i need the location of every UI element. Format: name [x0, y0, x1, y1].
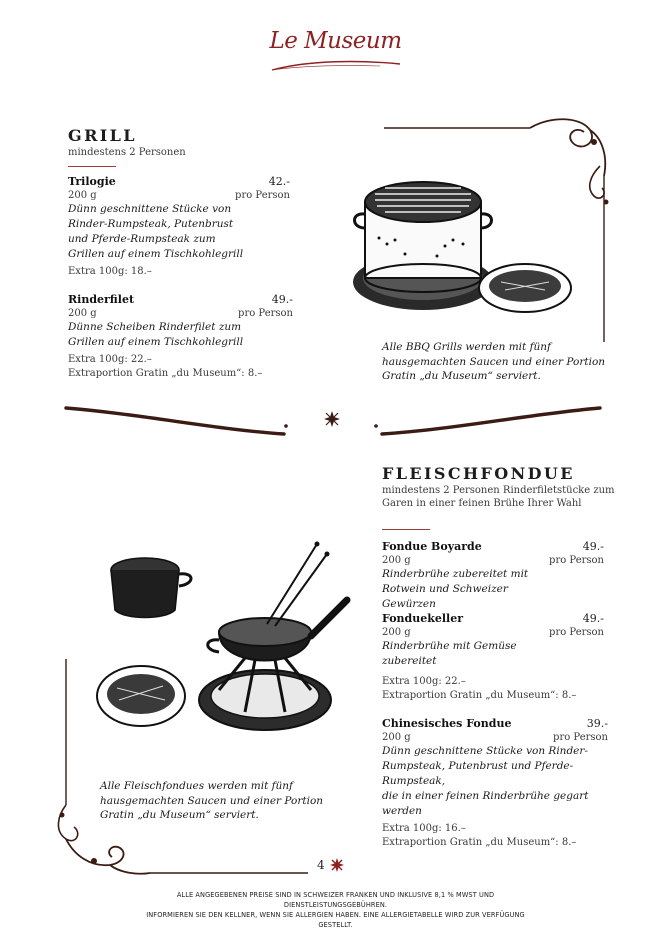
grill-caption	[382, 340, 605, 384]
dish-desc-line: Dünn geschnittene Stücke von	[68, 203, 232, 215]
caption-line: Alle BBQ Grills werden mit fünf	[382, 341, 551, 353]
dish-desc-line: Gewürzen	[382, 598, 436, 610]
dish-desc-line: Rumpsteak, Putenbrust und Pferde-Rumpsteak,	[382, 760, 574, 787]
dish-name: Trilogie	[68, 175, 116, 188]
dish-name: Chinesisches Fondue	[382, 717, 512, 730]
caption-line: Alle Fleischfondues werden mit fünf	[100, 780, 293, 792]
dish-name: Rinderfilet	[68, 293, 135, 306]
dish-unit: pro Person	[238, 307, 293, 319]
dish-extra: Extra 100g: 16.–	[382, 823, 466, 834]
brand-logo	[0, 28, 671, 54]
menu-item-fonduekeller	[382, 612, 604, 702]
ornament-corner-bottom-icon	[50, 655, 310, 885]
menu-item-rinderfilet	[68, 293, 293, 380]
dish-extra: Extraportion Gratin „du Museum“: 8.–	[382, 836, 577, 848]
subtitle-line: mindestens 2 Personen Rinderfiletstücke zum	[382, 485, 615, 496]
footer-line: ALLE ANGEGEBENEN PREISE SIND IN SCHWEIZER FRANKEN UND INKLUSIVE 8,1 % MWST UND	[176, 891, 495, 899]
caption-line: Gratin „du Museum“ serviert.	[382, 370, 541, 382]
section-divider	[60, 400, 610, 440]
dish-extra: Extra 100g: 22.–	[382, 676, 466, 687]
dish-extra: Extraportion Gratin „du Museum“: 8.–	[68, 367, 263, 379]
caption-line: hausgemachten Saucen und einer Portion	[100, 794, 324, 807]
caption-line: hausgemachten Saucen und einer Portion	[382, 355, 606, 368]
grill-rule	[68, 166, 116, 167]
dish-weight: 200 g	[68, 189, 97, 201]
dish-desc-line: und Pferde-Rumpsteak zum	[68, 233, 216, 245]
dish-price: 49.-	[582, 612, 604, 625]
dish-unit: pro Person	[549, 554, 604, 566]
dish-desc-line: Rinderbrühe mit Gemüse	[382, 640, 517, 652]
dish-unit: pro Person	[549, 626, 604, 638]
dish-weight: 200 g	[382, 626, 411, 638]
dish-weight: 200 g	[382, 731, 411, 743]
dish-price: 42.-	[268, 175, 290, 188]
dish-extra: Extra 100g: 22.–	[68, 354, 152, 365]
dish-desc-line: Rotwein und Schweizer	[382, 583, 508, 595]
dish-price: 49.-	[271, 293, 293, 306]
logo-text: Le Museum	[269, 28, 402, 54]
grill-subtitle: mindestens 2 Personen	[68, 147, 186, 158]
footer-line: INFORMIEREN SIE DEN KELLNER, WENN SIE ALLERGIEN HABEN. EINE ALLERGIETABELLE WIRD ZUR VERFÜGUNG	[146, 911, 525, 919]
page-number-text: 4	[317, 858, 325, 872]
dish-weight: 200 g	[68, 307, 97, 319]
star-ornament-icon	[329, 857, 345, 873]
dish-desc-line: Rinder-Rumpsteak, Putenbrust	[68, 218, 234, 230]
dish-name: Fondue Boyarde	[382, 540, 482, 553]
dish-price: 49.-	[582, 540, 604, 553]
dish-weight: 200 g	[382, 554, 411, 566]
grill-illustration-icon	[345, 162, 575, 322]
dish-desc-line: Dünne Scheiben Rinderfilet zum	[68, 321, 242, 333]
menu-item-chinesisches-fondue	[382, 717, 608, 849]
dish-unit: pro Person	[235, 189, 290, 201]
page-number	[317, 857, 345, 873]
menu-item-trilogie	[68, 175, 290, 279]
dish-desc-line: Grillen auf einem Tischkohlegrill	[68, 248, 244, 260]
grill-title: GRILL	[68, 126, 137, 145]
dish-extra: Extraportion Gratin „du Museum“: 8.–	[382, 689, 577, 701]
dish-price: 39.-	[586, 717, 608, 730]
dish-desc-line: Rinderbrühe zubereitet mit	[382, 568, 529, 580]
caption-line: Gratin „du Museum“ serviert.	[100, 809, 259, 821]
dish-desc-line: Grillen auf einem Tischkohlegrill	[68, 336, 244, 348]
dish-name: Fonduekeller	[382, 612, 464, 625]
fondue-rule	[382, 529, 430, 530]
logo-swash	[270, 58, 402, 74]
dish-desc-line: Dünn geschnittene Stücke von Rinder-	[382, 745, 588, 757]
dish-desc-line: die in einer feinen Rinderbrühe gegart werden	[382, 790, 589, 817]
menu-item-fondue-boyarde	[382, 540, 604, 612]
subtitle-line: Garen in einer feinen Brühe Ihrer Wahl	[382, 498, 582, 509]
dish-extra: Extra 100g: 18.–	[68, 266, 152, 277]
fondue-title: FLEISCHFONDUE	[382, 464, 575, 483]
dish-unit: pro Person	[553, 731, 608, 743]
fondue-subtitle	[382, 484, 615, 510]
footer-line: DIENSTLEISTUNGSGEBÜHREN.	[283, 901, 388, 909]
dish-desc-line: zubereitet	[382, 655, 437, 667]
footer-line: GESTELLT.	[318, 921, 353, 929]
legal-footer	[0, 890, 671, 930]
